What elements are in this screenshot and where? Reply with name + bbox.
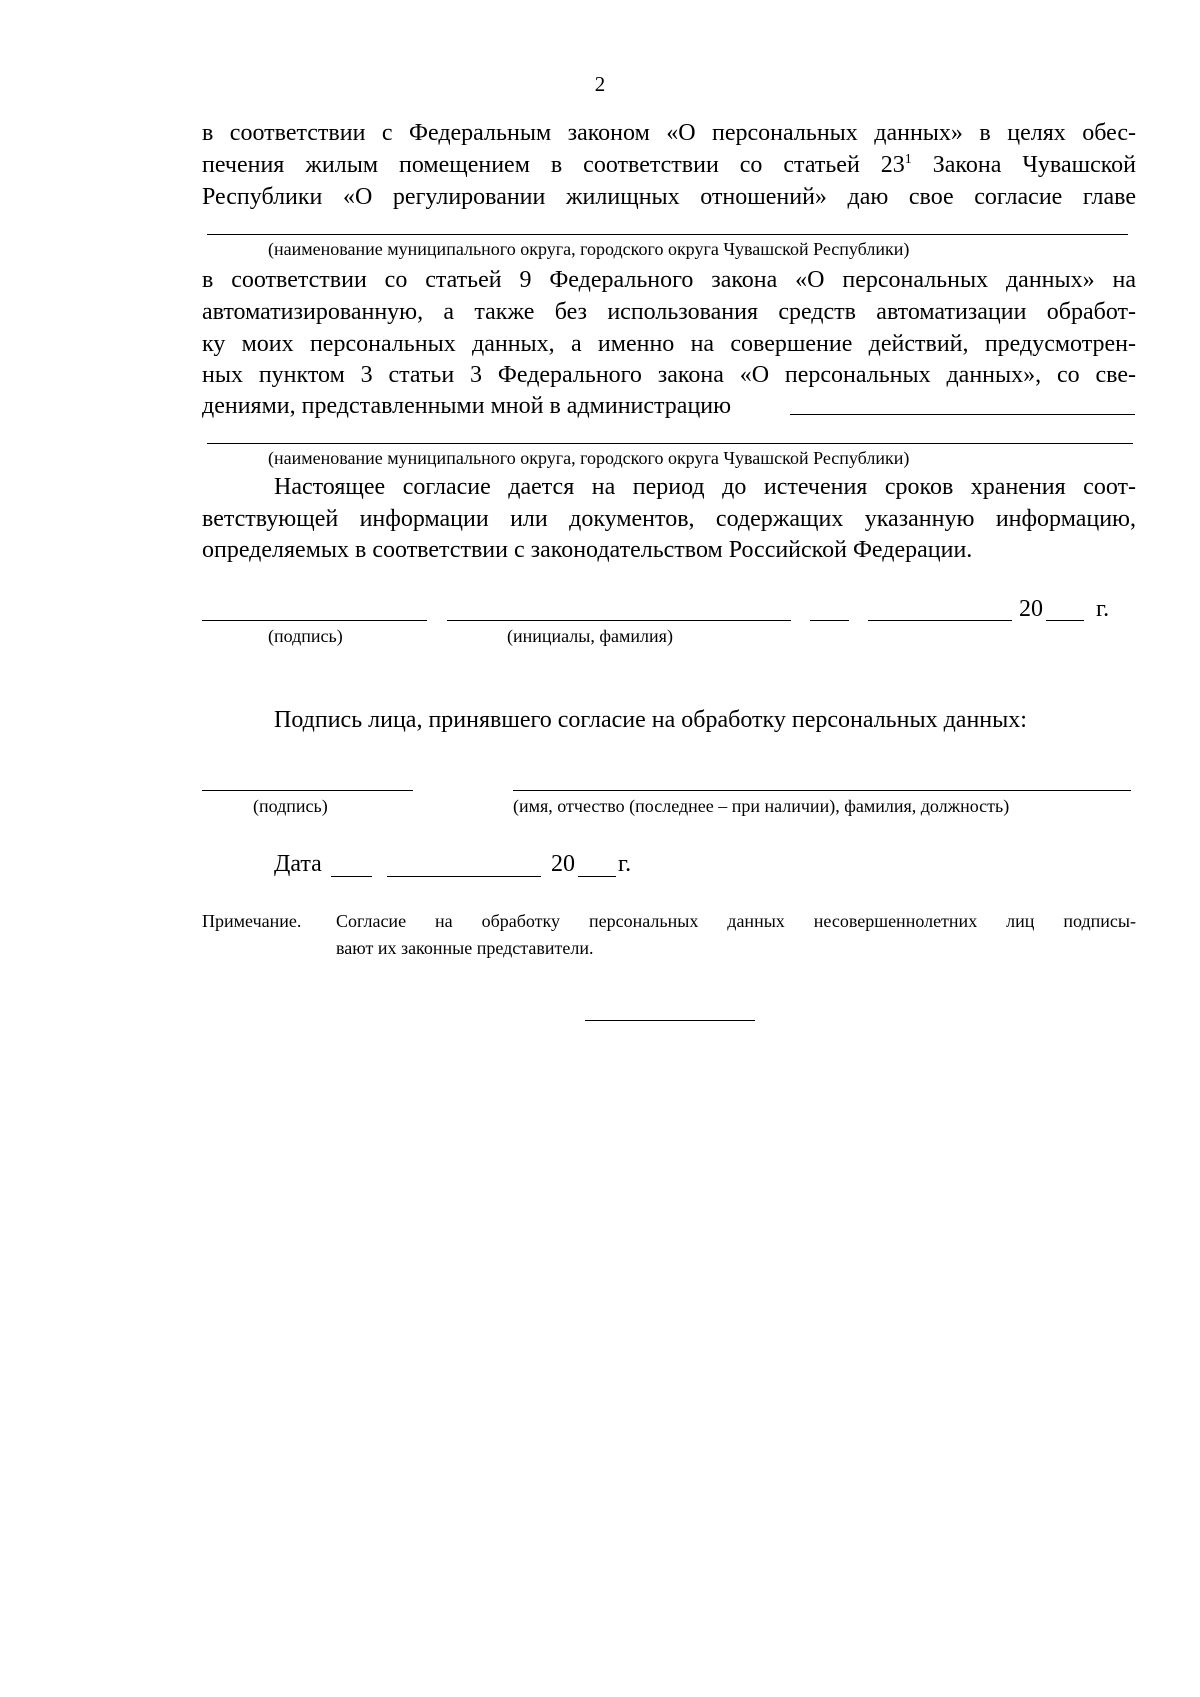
year-suffix: г. xyxy=(1096,596,1110,622)
name-line[interactable] xyxy=(447,620,791,621)
acceptor-heading: Подпись лица, принявшего согласие на обработку персональных данных: xyxy=(274,707,1027,733)
para3-line2: ветствующей информации или документов, содержащих указанную информацию, xyxy=(202,506,1136,532)
date-day-line[interactable] xyxy=(331,876,372,877)
acceptor-name-caption: (имя, отчество (последнее – при наличии), фамилия, должность) xyxy=(513,796,1010,816)
para1-line2: печения жилым помещением в соответствии со статьей $23^1$ Закона Чувашской xyxy=(202,152,1137,178)
year-line[interactable] xyxy=(1046,620,1084,621)
para2-line2: автоматизированную, а также без использования средств автоматизации обработ- xyxy=(202,299,1136,325)
acceptor-signature-line[interactable] xyxy=(202,790,413,791)
fill-line-administration[interactable] xyxy=(790,414,1135,415)
date-year-prefix: 20 xyxy=(551,851,575,877)
day-line[interactable] xyxy=(810,620,849,621)
para2-line4: ных пунктом 3 статьи 3 Федерального закона «О персональных данных», со све- xyxy=(202,362,1136,388)
name-caption: (инициалы, фамилия) xyxy=(507,626,673,646)
signature-caption: (подпись) xyxy=(268,626,343,646)
para3-line3: определяемых в соответствии с законодательством Российской Федерации. xyxy=(202,537,973,563)
para2-line3: ку моих персональных данных, а именно на совершение действий, предусмотрен- xyxy=(202,331,1136,357)
signature-line[interactable] xyxy=(202,620,427,621)
year-prefix: 20 xyxy=(1019,596,1043,622)
acceptor-name-line[interactable] xyxy=(513,790,1131,791)
date-month-line[interactable] xyxy=(387,876,541,877)
month-line[interactable] xyxy=(868,620,1012,621)
date-year-suffix: г. xyxy=(618,851,632,877)
para2-line1: в соответствии со статьей 9 Федерального закона «О персональных данных» на xyxy=(202,267,1136,293)
note-line2: вают их законные представители. xyxy=(336,938,594,958)
para3-line1: Настоящее согласие дается на период до истечения сроков хранения соот- xyxy=(274,474,1136,500)
note-label: Примечание. xyxy=(202,911,302,931)
note-line1: Согласие на обработку персональных данных несовершеннолетних лиц подписы- xyxy=(336,911,1136,931)
page-number: 2 xyxy=(594,72,606,96)
para2-line5: дениями, представленными мной в администрацию xyxy=(202,393,732,419)
date-label: Дата xyxy=(274,851,322,877)
fill-line-municipality-1[interactable] xyxy=(207,234,1128,235)
para1-line1: в соответствии с Федеральным законом «О персональных данных» в целях обес- xyxy=(202,120,1136,146)
end-separator xyxy=(585,1020,755,1021)
date-year-line[interactable] xyxy=(578,876,616,877)
superscript: 1 xyxy=(904,152,912,167)
para1-line3: Республики «О регулировании жилищных отношений» даю свое согласие главе xyxy=(202,184,1136,210)
caption-municipality-1: (наименование муниципального округа, городского округа Чувашской Республики) xyxy=(268,239,910,259)
caption-municipality-2: (наименование муниципального округа, городского округа Чувашской Республики) xyxy=(268,448,910,468)
acceptor-signature-caption: (подпись) xyxy=(253,796,328,816)
fill-line-municipality-2[interactable] xyxy=(207,443,1133,444)
